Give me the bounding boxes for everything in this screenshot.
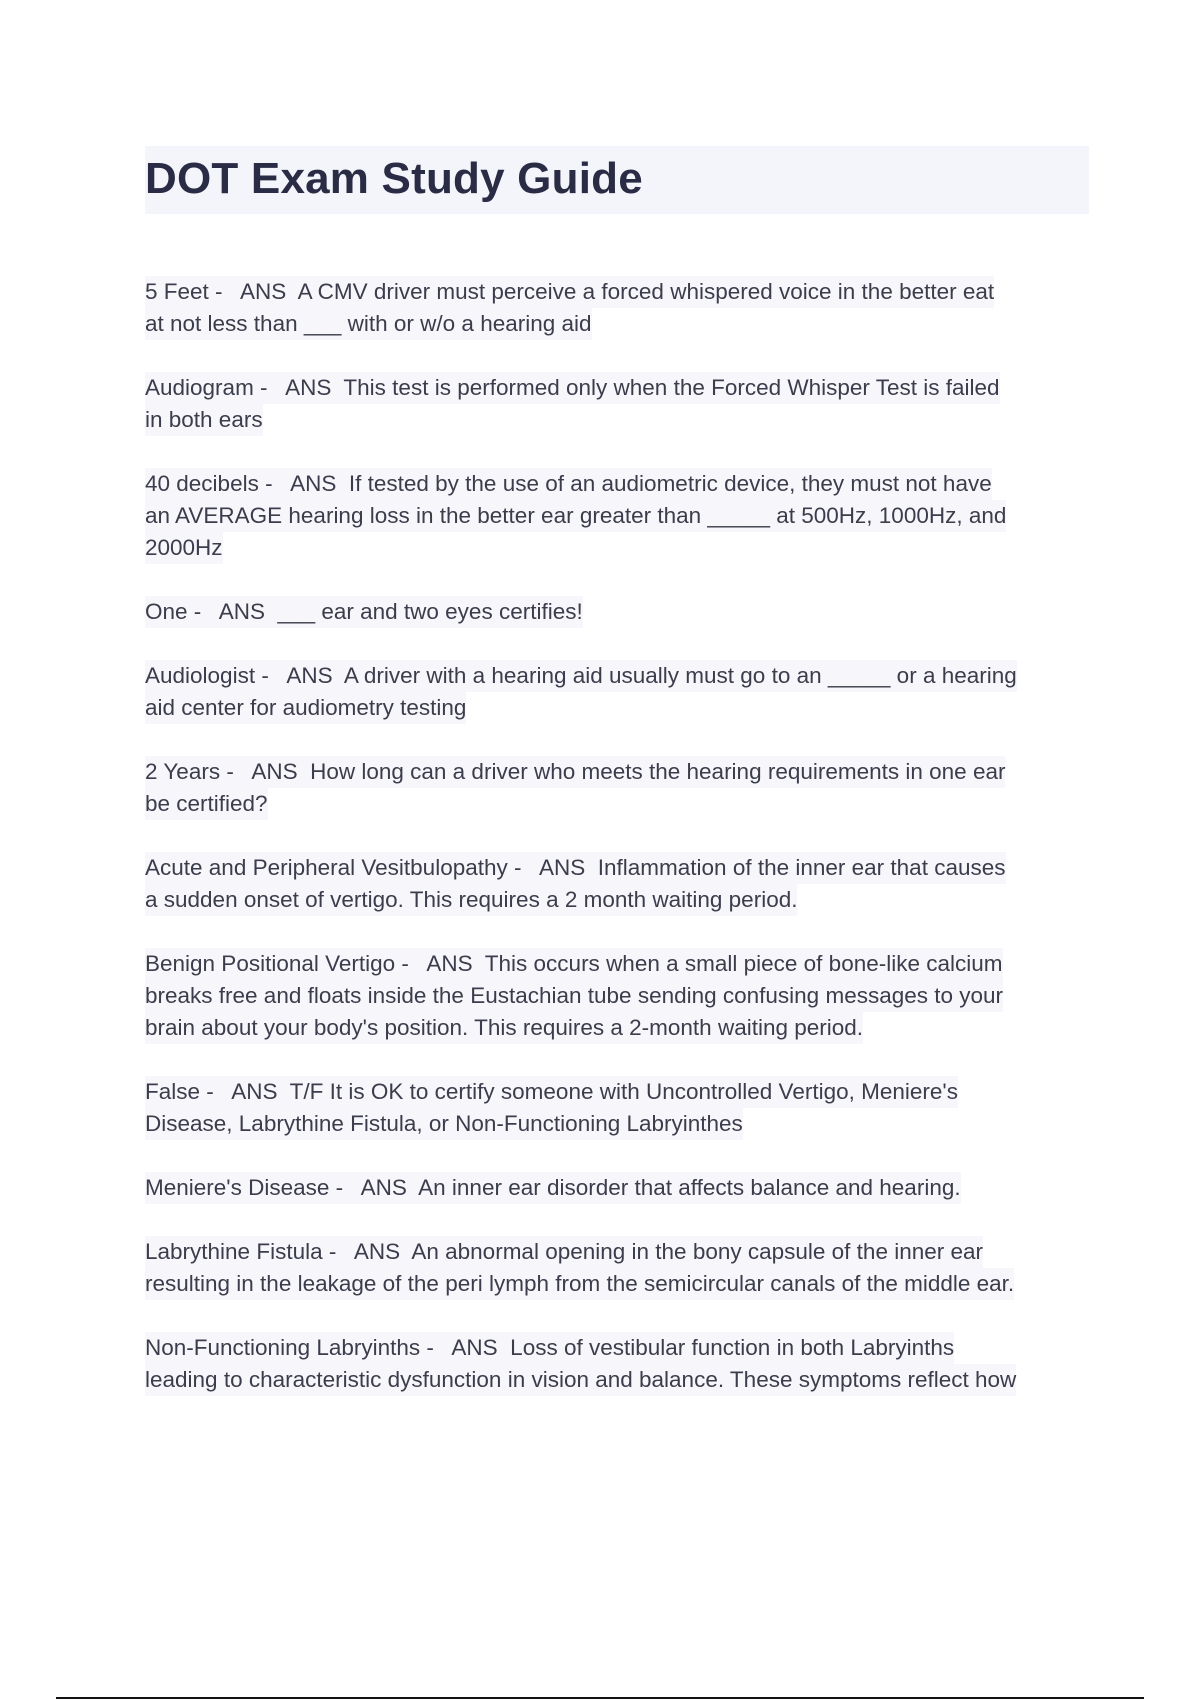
flashcard-entry (145, 1076, 1089, 1140)
entry-line: One - ANS ___ ear and two eyes certifies! (145, 596, 583, 628)
page-title: DOT Exam Study Guide (145, 154, 643, 203)
entry-line: aid center for audiometry testing (145, 692, 466, 724)
flashcard-entry (145, 660, 1089, 724)
entry-line: Audiologist - ANS A driver with a hearing aid usually must go to an _____ or a hearing (145, 660, 1017, 692)
entry-line: a sudden onset of vertigo. This requires a 2 month waiting period. (145, 884, 797, 916)
entry-line: Acute and Peripheral Vesitbulopathy - ANS Inflammation of the inner ear that causes (145, 852, 1006, 884)
flashcard-entry (145, 756, 1089, 820)
flashcard-entry (145, 276, 1089, 340)
title-banner (145, 146, 1089, 214)
entry-line: 40 decibels - ANS If tested by the use of an audiometric device, they must not have (145, 468, 992, 500)
flashcard-entry (145, 852, 1089, 916)
flashcard-entry (145, 948, 1089, 1044)
entry-line: 2000Hz (145, 532, 223, 564)
entry-line: brain about your body's position. This requires a 2-month waiting period. (145, 1012, 863, 1044)
entry-line: 5 Feet - ANS A CMV driver must perceive a forced whispered voice in the better eat (145, 276, 994, 308)
flashcard-entry (145, 1332, 1089, 1396)
entry-line: False - ANS T/F It is OK to certify someone with Uncontrolled Vertigo, Meniere's (145, 1076, 958, 1108)
flashcard-entry (145, 596, 1089, 628)
flashcard-entry (145, 468, 1089, 564)
entry-line: be certified? (145, 788, 268, 820)
flashcard-entry (145, 1236, 1089, 1300)
entry-line: 2 Years - ANS How long can a driver who meets the hearing requirements in one ear (145, 756, 1005, 788)
entry-line: Disease, Labrythine Fistula, or Non-Functioning Labryinthes (145, 1108, 743, 1140)
entry-line: Benign Positional Vertigo - ANS This occurs when a small piece of bone-like calcium (145, 948, 1003, 980)
flashcard-list (145, 276, 1089, 1428)
entry-line: breaks free and floats inside the Eustachian tube sending confusing messages to your (145, 980, 1003, 1012)
entry-line: Labrythine Fistula - ANS An abnormal opening in the bony capsule of the inner ear (145, 1236, 983, 1268)
entry-line: an AVERAGE hearing loss in the better ear greater than _____ at 500Hz, 1000Hz, and (145, 500, 1006, 532)
entry-line: Audiogram - ANS This test is performed only when the Forced Whisper Test is failed (145, 372, 1000, 404)
flashcard-entry (145, 1172, 1089, 1204)
flashcard-entry (145, 372, 1089, 436)
entry-line: Non-Functioning Labryinths - ANS Loss of vestibular function in both Labryinths (145, 1332, 954, 1364)
entry-line: resulting in the leakage of the peri lymph from the semicircular canals of the middle ear. (145, 1268, 1014, 1300)
entry-line: in both ears (145, 404, 263, 436)
entry-line: leading to characteristic dysfunction in vision and balance. These symptoms reflect how (145, 1364, 1016, 1396)
entry-line: Meniere's Disease - ANS An inner ear disorder that affects balance and hearing. (145, 1172, 961, 1204)
entry-line: at not less than ___ with or w/o a hearing aid (145, 308, 592, 340)
footer-divider (56, 1697, 1144, 1699)
